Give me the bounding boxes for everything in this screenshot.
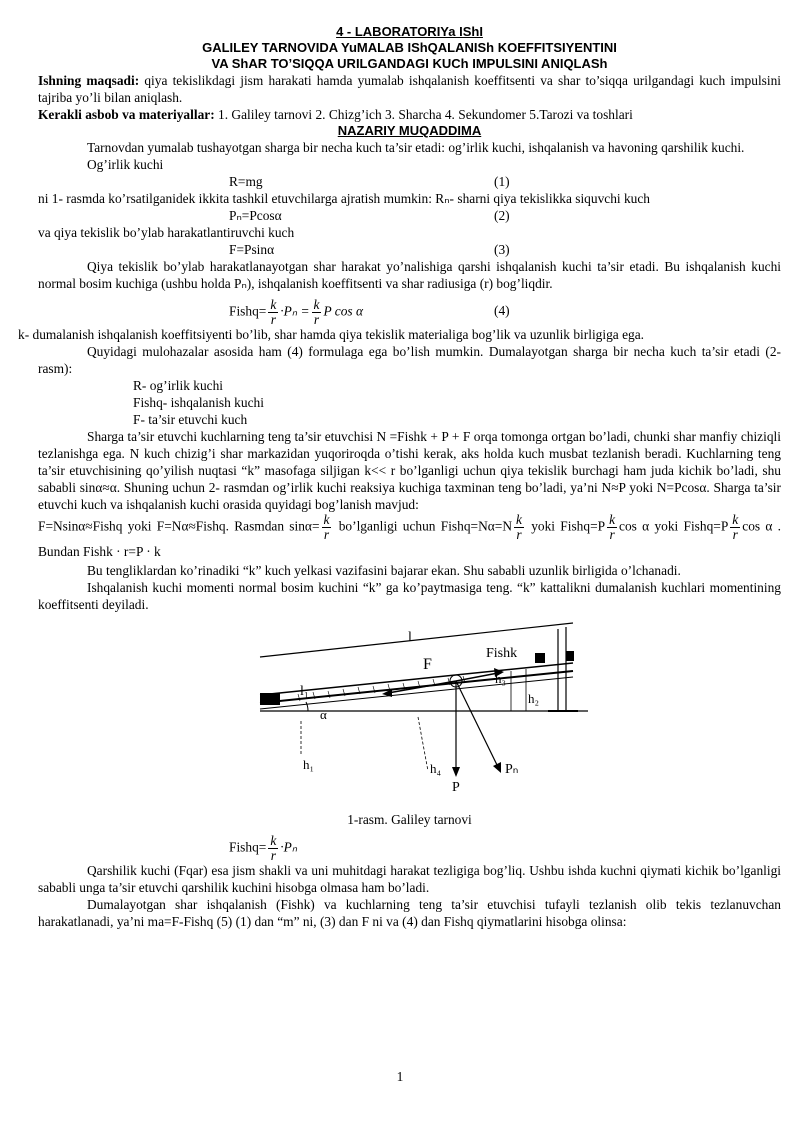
force-list-item: F- ta’sir etuvchi kuch — [133, 412, 248, 427]
equation-5 — [38, 828, 781, 862]
equation-5-fraction — [268, 834, 278, 863]
paragraph-12: Qarshilik kuchi (Fqar) esa jism shakli va uni muhitdagi harakat tezligiga bog’liq. Ushbu ishda kuchni qiymati kichik bo’lganligi sababli unga ta’sir etuvchi qarshilik kuchini hisobga olmasa ham bo’ladi. — [38, 863, 781, 895]
label-F: F — [423, 656, 432, 673]
fraction-numerator: k — [609, 512, 616, 527]
figure-drawing — [38, 621, 781, 811]
label-h1: h₁ — [303, 757, 315, 772]
label-h2: h₂ — [528, 691, 540, 706]
force-list — [38, 377, 781, 428]
paragraph-3: ni 1- rasmda ko’rsatilganidek ikkita tashkil etuvchilarga ajratish mumkin: Rₙ- sharni qiya tekislikka siquvchi kuch — [38, 191, 651, 206]
force-list-item: R- og’irlik kuchi — [133, 378, 224, 393]
paragraph-9 — [38, 513, 781, 562]
paragraph-13: Dumalayotgan shar ishqalanish (Fishk) va kuchlarning teng ta’sir etuvchisi tufayli tezlanish olib tekis tezlanuvchan harakatlanadi, ya’ni ma=F-Fishq (5) (1) dan “m” ni, (3) dan F ni va (4) dan Fishq qiymatlarini hisobga olinsa: — [38, 897, 781, 929]
figure-caption: 1-rasm. Galiley tarnovi — [347, 812, 472, 827]
fraction-denominator: r — [516, 527, 522, 542]
equipment-paragraph — [38, 106, 781, 123]
equipment-label: Kerakli asbob va materiyallar: — [38, 107, 215, 122]
fraction-denominator: r — [609, 527, 615, 542]
equation-2 — [38, 207, 781, 224]
paragraph-2: Og’irlik kuchi — [87, 157, 164, 172]
equation-4-fraction-1 — [268, 298, 278, 327]
equation-1-formula: R=mg — [229, 174, 263, 189]
label-h4: h₄ — [430, 761, 442, 776]
paragraph-1: Tarnovdan yumalab tushayotgan sharga bir necha kuch ta’sir etadi: og’irlik kuchi, ishqalanish va havoning qarshilik kuchi. — [87, 140, 745, 155]
label-alpha: α — [320, 707, 327, 722]
fraction-k-over-r — [730, 513, 740, 542]
fraction-numerator: k — [323, 512, 330, 527]
paragraph-10: Bu tengliklardan ko’rinadiki “k” kuch yelkasi vazifasini bajarar ekan. Shu sababli uzunlik birligida o’lchanadi. — [87, 563, 681, 578]
paragraph-11: Ishqalanish kuchi momenti normal bosim kuchini “k” ga ko’paytmasiga teng. “k” kattalikni dumalanish kuchlari momentining koeffitsenti deyiladi. — [38, 580, 781, 612]
equation-5-rhs: ·Pₙ — [280, 839, 298, 855]
equation-4-rhs: P cos α — [323, 303, 363, 319]
fraction-numerator: k — [516, 512, 522, 527]
equipment-text: 1. Galiley tarnovi 2. Chizg’ich 3. Sharcha 4. Sekundomer 5.Tarozi va toshlari — [214, 107, 633, 122]
title-line-2: VA ShAR TO’SIQQA URILGANDAGI KUCh IMPULSINI ANIQLASh — [211, 56, 608, 71]
label-Fishk: Fishk — [486, 646, 518, 661]
paragraph-8: Sharga ta’sir etuvchi kuchlarning teng ta’sir etuvchisi N =Fishk + P + F orqa tomonga ortgan bo’ladi, chunki shar manfiy chiziqli tezlanishga ega. N kuch chizig’i shar markazidan yuqoriroqda o’tishi kerak, aks holda kuch musbat tezlanish beradi. Kuchlarning teng ta’sir etuvchisining qo’yilish nuqtasi “k” masofaga siljigan k<< r bo’lganligi uchun qiya tekislik burchagi ham juda kichik bo’ladi, shu sababli sinα≈α. Shuning uchun 2- rasmdan og’irlik kuchi reaksiya kuchiga taxminan teng bo’ladi, ya’ni N≈P yoki N=Pcosα. Sharga ta’sir etuvchi kuch va ishqalanish kuchi orasida quyidagi bog’lanish mavjud: — [38, 429, 781, 512]
p9-part-a: F=Nsinα≈Fishq yoki F=Nα≈Fishq. Rasmdan sinα= — [38, 518, 320, 534]
fraction-k-over-r — [514, 513, 524, 542]
fraction-numerator: k — [732, 512, 739, 527]
section-title: NAZARIY MUQADDIMA — [337, 123, 482, 138]
equation-4 — [38, 292, 781, 326]
label-l1: l₁ — [300, 684, 309, 699]
paragraph-6: k- dumalanish ishqalanish koeffitsiyenti bo’lib, shar hamda qiya tekislik materialiga bog’lik va uzunlik birligiga ega. — [18, 327, 644, 342]
equation-2-number: (2) — [494, 208, 510, 223]
equation-5-formula — [229, 834, 297, 863]
title-line-1: GALILEY TARNOVIDA YuMALAB IShQALANISh KOEFFITSIYENTINI — [202, 40, 617, 55]
label-P: P — [452, 780, 460, 795]
equation-3-number: (3) — [494, 242, 510, 257]
paragraph-5: Qiya tekislik bo’ylab harakatlanayotgan shar harakat yo’nalishiga qarshi ishqalanish kuchi ta’sir etadi. Bu ishqalanish kuchi normal bosim kuchiga (ushbu holda Pₙ), ishqalanish koeffitsenti va shar radiusiga (r) bog’liqdir. — [38, 259, 781, 291]
label-l: l — [408, 630, 412, 645]
p9-part-c: yoki Fishq=P — [525, 518, 606, 534]
label-Pn: Pₙ — [505, 762, 519, 777]
fraction-numerator: k — [270, 297, 277, 312]
equation-4-formula — [229, 298, 363, 327]
fraction-denominator: r — [270, 312, 276, 327]
page-number: 1 — [396, 1069, 404, 1084]
document-page — [18, 24, 782, 930]
equation-4-fraction-2 — [312, 298, 322, 327]
paragraph-7: Quyidagi mulohazalar asosida ham (4) formulaga ega bo’lish mumkin. Dumalayotgan sharga bir necha kuch ta’sir etadi (2-rasm): — [38, 344, 781, 376]
p9-part-e: cos α . Bundan Fishk · r=P · k — [38, 518, 782, 559]
fraction-denominator: r — [323, 527, 330, 542]
fraction-k-over-r — [322, 513, 332, 542]
lab-number: 4 - LABORATORIYa IShI — [336, 24, 483, 39]
p9-part-b: bo’lganligi uchun Fishq=Nα=N — [333, 518, 512, 534]
equation-5-lhs: Fishq= — [229, 839, 267, 855]
fraction-denominator: r — [270, 848, 276, 863]
label-h3: h₃ — [495, 671, 507, 686]
equation-2-formula: Pₙ=Pcosα — [229, 208, 282, 223]
equation-4-number: (4) — [494, 303, 510, 318]
galilei-trough-figure — [38, 621, 781, 811]
aim-text: qiya tekislikdagi jism harakati hamda yumalab ishqalanish koeffitsenti va shar to’siqqa urilgandagi kuch impulsini tajriba yo’li bilan aniqlash. — [38, 73, 782, 105]
equation-4-lhs: Fishq= — [229, 303, 267, 319]
aim-label: Ishning maqsadi: — [38, 73, 140, 88]
fraction-numerator: k — [270, 833, 277, 848]
paragraph-4: va qiya tekislik bo’ylab harakatlantiruvchi kuch — [38, 225, 295, 240]
equation-4-mid: ·Pₙ = — [280, 303, 310, 319]
force-list-item: Fishq- ishqalanish kuchi — [133, 395, 264, 410]
aim-paragraph — [38, 72, 781, 106]
equation-3 — [38, 241, 781, 258]
equation-1 — [38, 173, 781, 190]
equation-1-number: (1) — [494, 174, 510, 189]
fraction-denominator: r — [313, 312, 320, 327]
equation-3-formula: F=Psinα — [229, 242, 275, 257]
fraction-k-over-r — [607, 513, 617, 542]
fraction-denominator: r — [732, 527, 738, 542]
p9-part-d: cos α yoki Fishq=P — [619, 518, 729, 534]
fraction-numerator: k — [313, 297, 320, 312]
